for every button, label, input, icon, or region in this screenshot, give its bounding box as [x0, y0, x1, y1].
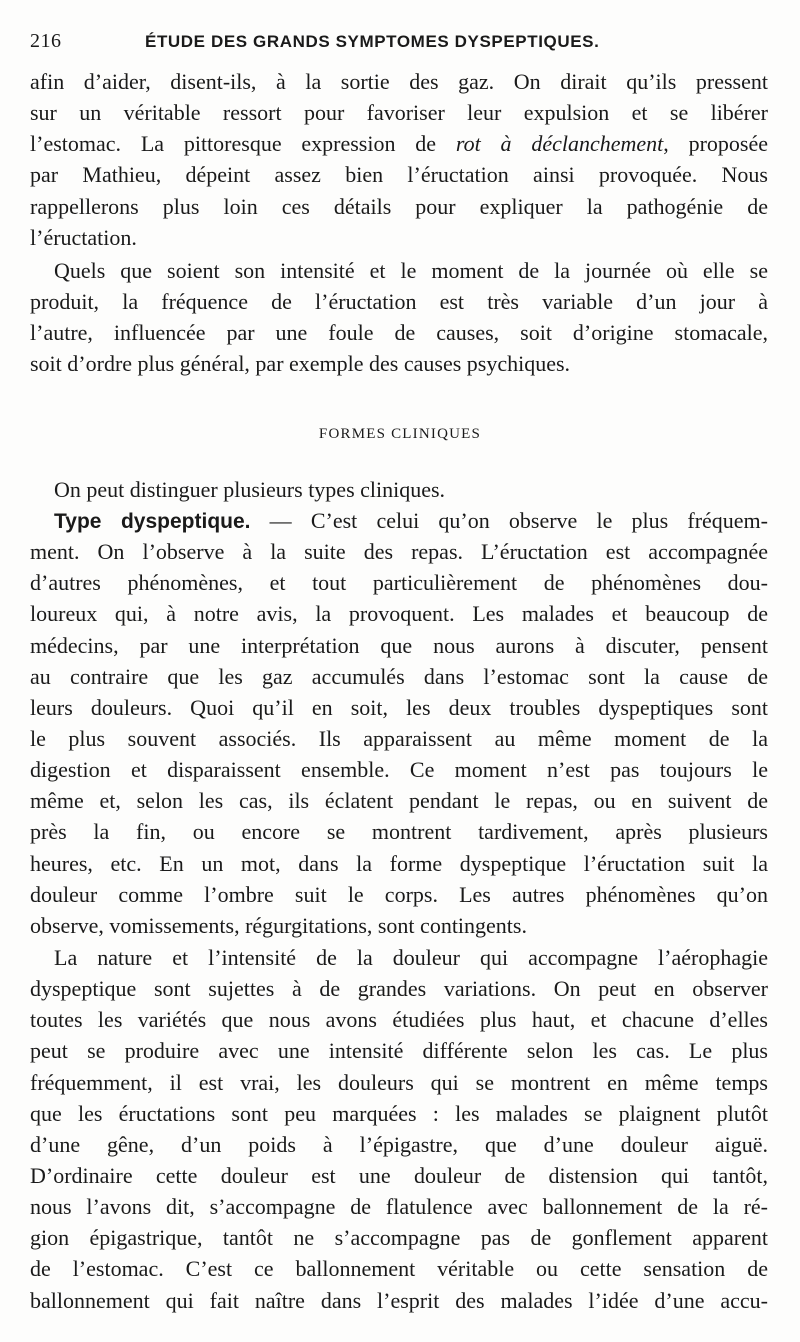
running-title: ÉTUDE DES GRANDS SYMPTOMES DYSPEPTIQUES. [145, 32, 600, 51]
text-line: leurs douleurs. Quoi qu’il en soit, les deux troubles dyspeptiques sont [30, 694, 768, 720]
text-line: digestion et disparaissent ensemble. Ce moment n’est pas toujours le [30, 757, 768, 783]
text-line [30, 128, 768, 159]
text-line: l’éructation. [30, 224, 137, 250]
text-line: On peut distinguer plusieurs types cliniques. [54, 477, 446, 502]
text-line: l’autre, influencée par une foule de causes, soit d’origine stomacale, [30, 320, 768, 346]
text-segment: — C’est celui qu’on observe le plus fréquem- [250, 508, 768, 533]
section-heading: FORMES CLINIQUES [318, 426, 482, 442]
text-line: le plus souvent associés. Ils apparaissent au même moment de la [30, 725, 768, 751]
text-line: peut se produire avec une intensité différente selon les cas. Le plus [30, 1038, 768, 1064]
text-line: ment. On l’observe à la suite des repas. L’éructation est accompagnée [30, 539, 768, 565]
text-line: afin d’aider, disent-ils, à la sortie des gaz. On dirait qu’ils pressent [30, 69, 768, 94]
text-line: même et, selon les cas, ils éclatent pendant le repas, ou en suivent de [30, 788, 768, 814]
paragraph-types-intro [30, 474, 768, 505]
text-line: Quels que soient son intensité et le moment de la journée où elle se [54, 258, 768, 283]
text-line: sur un véritable ressort pour favoriser leur expulsion et se libérer [30, 100, 768, 126]
text-line: d’autres phénomènes, et tout particulièrement de phénomènes dou- [30, 570, 768, 596]
text-line: nous l’avons dit, s’accompagne de flatulence avec ballonnement de la ré- [30, 1194, 768, 1220]
text-line: loureux qui, à notre avis, la provoquent. Les malades et beaucoup de [30, 601, 768, 627]
text-line: douleur comme l’ombre suit le corps. Les autres phénomènes qu’on [30, 881, 768, 907]
text-line: ballonnement qui fait naître dans l’esprit des malades l’idée d’une accu- [30, 1287, 768, 1313]
text-segment: l’estomac. La pittoresque expression de [30, 131, 456, 157]
italic-phrase: rot à déclanchement [455, 131, 664, 157]
text-segment: , proposée [663, 131, 768, 157]
paragraph-type-dyspeptique [30, 505, 768, 941]
text-line: d’une gêne, d’un poids à l’épigastre, que d’une douleur aiguë. [30, 1131, 768, 1157]
text-line: rappellerons plus loin ces détails pour expliquer la pathogénie de [30, 193, 768, 219]
text-line: fréquemment, il est vrai, les douleurs qui se montrent en même temps [30, 1069, 768, 1095]
text-line: gion épigastrique, tantôt ne s’accompagne pas de gonflement apparent [30, 1225, 768, 1251]
text-line: près la fin, ou encore se montrent tardivement, après plusieurs [30, 819, 768, 845]
text-line: heures, etc. En un mot, dans la forme dyspeptique l’éructation suit la [30, 850, 768, 876]
paragraph-frequency [30, 255, 768, 380]
text-line: dyspeptique sont sujettes à de grandes variations. On peut en observer [30, 976, 768, 1002]
running-header [30, 30, 770, 58]
text-line: toutes les variétés que nous avons étudiées plus haut, et chacune d’elles [30, 1007, 768, 1033]
text-line [30, 505, 768, 536]
text-line: observe, vomissements, régurgitations, sont contingents. [30, 912, 527, 938]
text-line: au contraire que les gaz accumulés dans l’estomac sont la cause de [30, 663, 768, 689]
text-line: soit d’ordre plus général, par exemple des causes psychiques. [30, 351, 571, 377]
text-line: médecins, par une interprétation que nous aurons à discuter, pensent [30, 632, 768, 658]
text-line: que les éructations sont peu marquées : les malades se plaignent plutôt [30, 1100, 768, 1126]
text-line: de l’estomac. C’est ce ballonnement véritable ou cette sensation de [30, 1256, 768, 1282]
text-line: D’ordinaire cette douleur est une douleur de distension qui tantôt, [30, 1162, 768, 1188]
subheading-type-dyspeptique: Type dyspeptique. [54, 510, 251, 533]
paragraph-continuation [30, 66, 768, 253]
page-number: 216 [30, 30, 62, 52]
text-line: par Mathieu, dépeint assez bien l’éructation ainsi provoquée. Nous [30, 162, 768, 188]
text-line: produit, la fréquence de l’éructation est très variable d’un jour à [30, 289, 768, 315]
text-line: La nature et l’intensité de la douleur qui accompagne l’aérophagie [54, 945, 768, 970]
paragraph-douleur [30, 942, 768, 1316]
